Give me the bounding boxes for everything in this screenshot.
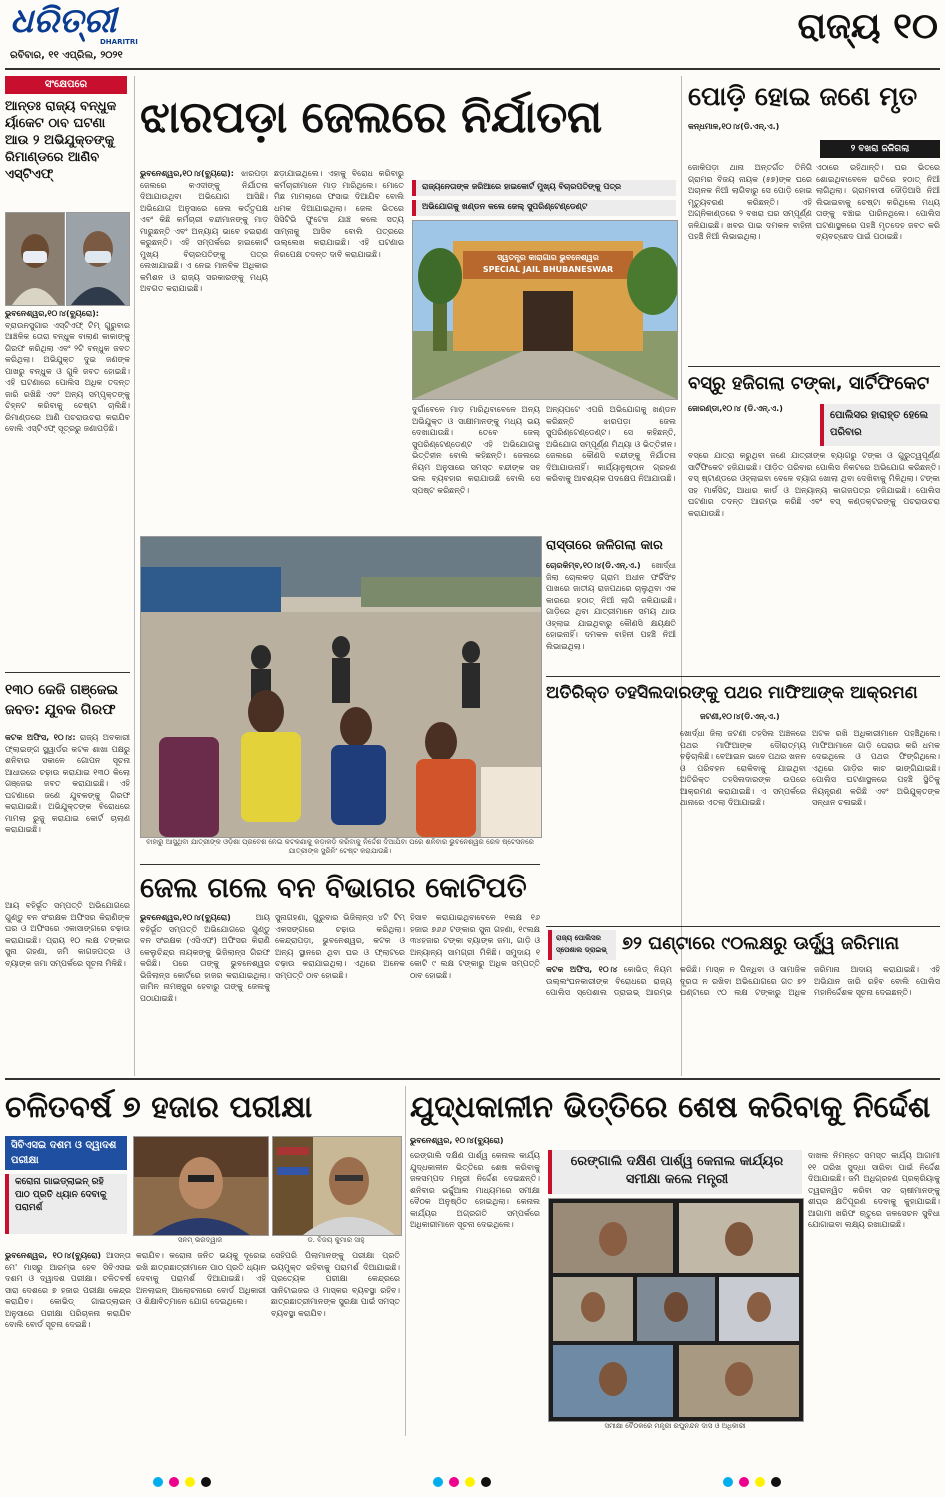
masthead — [0, 0, 945, 70]
main-sub-1: ରାଜ୍ୟନେତାଙ୍କ ଜରିଆରେ ହାଇକୋର୍ଟ ମୁଖ୍ୟ ବିଚାରପତିଙ୍କୁ ପତ୍ର — [412, 180, 676, 196]
bag-dateline: ଜୋରଣ୍ଡା,୧୦।୪ (ଡି.ଏନ୍.ଏ.) — [688, 404, 783, 413]
death-tag: ୨ ବଖରା ଜଳିଗଲା — [820, 140, 940, 158]
exam-caption-2: ଡ. ବିଜୟ କୁମାର ସାହୁ — [307, 1236, 365, 1244]
brief-third-body — [5, 900, 130, 1070]
exam-col-3 — [271, 1250, 400, 1430]
registration-marks-3 — [720, 1472, 784, 1491]
war-caption: ସମୀକ୍ଷା ବୈଠକରେ ମନ୍ତ୍ରୀ ରଘୁନନ୍ଦନ ଦାସ ଓ ଅଧିକାରୀ — [604, 1422, 746, 1430]
jail-sign-english: SPECIAL JAIL BHUBANESWAR — [482, 265, 614, 274]
forest-col-2-text: ସୁନାଗହଣା, ଗୁରୁବାର ଭିଜିଲାନ୍ସ ୪ଟି ଟିମ୍ ଏକସଙ୍ଗରେ ଚଢ଼ାଉ କରିଥିଲା। କେନ୍ଦ୍ରାପଡ଼ା, ଭୁବନେଶ୍ୱର, କଟକ ଓ ଅନ୍ୟ ସ୍ଥାନରେ ଥିବା ଘର ଓ ଫ୍ଲାଟରେ ଚଢ଼ାଉ କରାଯାଇଥିଲା। ଏଥିରେ ଅନେକ ସମ୍ପତ୍ତି ଠାବ ହୋଇଛି। — [275, 913, 405, 980]
mafia-col-2 — [812, 728, 940, 924]
col-rule-left — [134, 76, 135, 1076]
bag-tag: ପୋଲିସର ହାରାହ୍ତ ହେଲେ ପରିବାର — [820, 404, 940, 446]
registration-marks-2 — [430, 1472, 494, 1491]
mafia-top-rule — [546, 676, 940, 677]
main-col-1 — [140, 168, 268, 398]
war-photo — [548, 1198, 804, 1422]
car-text: ଖୋର୍ଦ୍ଧା ଜିଲା ଚୋଲକଡ଼ ଗ୍ରାମ ଅଧୀନ ଫର୍ଚ୍ଚିସିଂହ ପାଖରେ ଜାତୀୟ ରାଜପଥରେ ଚାଲୁଥିବା ଏକ କାରରେ ହଠାତ୍ ନିଆଁ ଲାଗି ଜଳିଯାଇଛି। ଗାଡ଼ିରେ ଥିବା ଯାତ୍ରୀମାନେ ସମୟ ଥାଉ ଓହ୍ଲାଇ ଯାଇଥିବାରୁ କୌଣସି କ୍ଷୟକ୍ଷତି ହୋଇନାହିଁ। ଦମକଳ ବାହିନୀ ପହଞ୍ଚି ନିଆଁ ଲିଭାଇଥିଲା। — [546, 561, 676, 651]
car-headline: ରାସ୍ତାରେ ଜଳିଗଲା କାର — [546, 538, 663, 553]
brief-photo-1 — [5, 212, 65, 306]
exam-col-3-text: ସେହିପରି ପିଲାମାନଙ୍କୁ ପରୀକ୍ଷା ପ୍ରତି ଭୟମୁକ୍ତ ରହିବାକୁ ପରାମର୍ଶ ଦିଆଯାଇଛି। ପ୍ରତ୍ୟେକ ପରୀକ୍ଷା କେନ୍ଦ୍ରରେ ସାନିଟାଇଜର ଓ ମାସ୍କର ବ୍ୟବସ୍ଥା ରହିବ। ଛାତ୍ରଛାତ୍ରୀମାନଙ୍କ ସୁରକ୍ଷା ପାଇଁ ସମସ୍ତ ବ୍ୟବସ୍ଥା କରାଯିବ। — [271, 1251, 400, 1318]
bag-text: ବସ୍‌ରେ ଯାତ୍ରା କରୁଥିବା ଜଣେ ଯାତ୍ରୀଙ୍କ ବ୍ୟାଗରୁ ଟଙ୍କା ଓ ଗୁରୁତ୍ୱପୂର୍ଣ୍ଣ ସାର୍ଟିଫିକେଟ ହଜିଯାଇଛି। ପୀଡ଼ିତ ପରିବାର ପୋଲିସ ନିକଟରେ ଅଭିଯୋଗ କରିଛନ୍ତି। ବସ୍ ଷ୍ଟାଣ୍ଡରେ ଓହ୍ଲାଇବା ବେଳେ ବ୍ୟାଗ ଖୋଲା ଥିବା ଦେଖିବାକୁ ମିଳିଥିଲା। ଟଙ୍କା ସହ ମାର୍କସିଟ୍, ଆଧାର କାର୍ଡ ଓ ଅନ୍ୟାନ୍ୟ କାଗଜପତ୍ର ହଜିଯାଇଛି। ପୋଲିସ ଘଟଣାର ତଦନ୍ତ ଆରମ୍ଭ କରିଛି ଏବଂ ବସ୍ କଣ୍ଡକ୍ଟରଙ୍କୁ ପଚରାଉଚରା କରାଯାଉଛି। — [688, 451, 940, 518]
exam-dateline: ଭୁବନେଶ୍ୱର, ୧୦।୪(ବ୍ୟୁରୋ) — [5, 1251, 102, 1260]
fine-dateline: କଟକ ଅଫିସ, ୧୦।୪ — [546, 965, 618, 974]
brief-second-body — [5, 732, 130, 892]
mafia-headline: ଅତିରିକ୍ତ ତହସିଲଦାରଙ୍କୁ ପଥର ମାଫିଆଙ୍କ ଆକ୍ରମଣ — [546, 683, 918, 703]
jail-photo — [412, 220, 678, 400]
brief-second-text: ରାଜ୍ୟ ଅବକାରୀ ଫ୍ଲାଇଙ୍ଗ ସ୍କ୍ୱାର୍ଡର କଟକ ଶାଖା ପକ୍ଷରୁ ଶନିବାର ସକାଳେ ଗୋପନ ସୂଚନା ଆଧାରରେ ଚଢ଼ାଉ କରାଯାଇ ୧୩୦ କିଲୋ ଗଞ୍ଜେଇ ଜବତ କରାଯାଇଛି। ଏହି ଘଟଣାରେ ଜଣେ ଯୁବକଙ୍କୁ ଗିରଫ କରାଯାଇଛି। ଅଭିଯୁକ୍ତଙ୍କ ବିରୋଧରେ ମାମଲା ରୁଜୁ କରାଯାଇ କୋର୍ଟ ଚାଲାଣ କରାଯାଇଛି। — [5, 733, 130, 834]
bottom-section-rule — [5, 1078, 940, 1080]
brief-second-headline: ୧୩୦ କେଜି ଗଞ୍ଜେଇ ଜବତ: ଯୁବକ ଗିରଫ — [5, 682, 119, 718]
brief-body — [5, 308, 130, 668]
main-col-4 — [546, 404, 676, 528]
bag-headline: ବସ୍‌ରୁ ହଜିଗଲା ଟଙ୍କା, ସାର୍ଟିଫିକେଟ — [688, 373, 930, 394]
registration-marks-1 — [150, 1472, 214, 1491]
car-dateline: ଚୋରକିମ୍ବ,୧୦।୪(ଡି.ଏନ୍.ଏ.) — [546, 561, 641, 570]
forest-col-3-text: ହିସାବ କରାଯାଇଥିବାବେଳେ ୧ଲକ୍ଷ ୧୬ ହଜାର ୭୬୬ ଟଙ୍କାର ସୁନା ଗହଣା, ୧୯ଲକ୍ଷ ୩୪ହଜାର ଟଙ୍କା ବ୍ୟାଙ୍କ ଜମା, ଗାଡ଼ି ଓ ଅନ୍ୟାନ୍ୟ ସାମଗ୍ରୀ ମିଳିଛି। ସମୁଦାୟ ୧ କୋଟି ୯ ଲକ୍ଷ ଟଙ୍କାରୁ ଅଧିକ ସମ୍ପତ୍ତି ଠାବ ହୋଇଛି। — [410, 913, 540, 980]
mafia-col-1-text: ଖୋର୍ଦ୍ଧା ଜିଲା ଜଟଣୀ ତହସିଲ ଅଞ୍ଚଳରେ ପଥର ମାଫିଆଙ୍କ ଦୌରାତ୍ମ୍ୟ ବଢ଼ିଚାଲିଛି। ବେଆଇନ ଭାବେ ପଥର ଖନନ ଓ ପରିବହନ ରୋକିବାକୁ ଯାଇଥିବା ଅତିରିକ୍ତ ତହସିଲଦାରଙ୍କ ଉପରେ ଆକ୍ରମଣ କରାଯାଇଛି। ଏ ସମ୍ପର୍କରେ ଥାନାରେ ଏତଲା ଦିଆଯାଇଛି। — [680, 729, 806, 807]
death-headline: ପୋଡ଼ି ହୋଇ ଜଣେ ମୃତ — [688, 82, 918, 112]
main-dateline: ଭୁବନେଶ୍ୱର,୧୦।୪(ବ୍ୟୁରୋ): — [140, 169, 234, 178]
forest-dateline: ଭୁବନେଶ୍ୱର,୧୦।୪(ବ୍ୟୁରୋ) — [140, 913, 231, 922]
main-col-1-text: ଝାରପଡ଼ା ଜେଲରେ କଏଦୀଙ୍କୁ ନିର୍ଯାତନା ଦିଆଯାଉଥିବା ଅଭିଯୋଗ ଆସିଛି। ଅଭିଯୋଗ ଅନୁସାରେ ଜେଲ କର୍ତ୍ତୃପକ୍ଷ ଏବଂ କିଛି କର୍ମଚାରୀ ବନ୍ଦୀମାନଙ୍କୁ ମାଡ଼ ମାରୁଛନ୍ତି ଏବଂ ଅନ୍ୟାୟ ଭାବେ ହଇରାଣ କରୁଛନ୍ତି। ଏହି ସମ୍ପର୍କରେ ହାଇକୋର୍ଟ ମୁଖ୍ୟ ବିଚାରପତିଙ୍କୁ ପତ୍ର ଲେଖାଯାଇଛି। ଏ ନେଇ ମାନବିକ ଅଧିକାର କମିଶନ ଓ ରାଜ୍ୟ ସରକାରଙ୍କୁ ମଧ୍ୟ ଅବଗତ କରାଯାଇଛି। — [140, 169, 268, 293]
brief-photo-2 — [66, 212, 130, 306]
mafia-dateline: ଜଟଣୀ,୧୦।୪(ଡି.ଏନ୍.ଏ.) — [700, 712, 780, 721]
main-sub-2: ଅଭିଯୋଗକୁ ଖଣ୍ଡନ କଲେ ଜେଲ୍ ସୁପରିଣ୍ଟେଣ୍ଡେଣ୍ଟ — [412, 200, 676, 216]
death-col-2-text: ଏଠାରେ ରହିଥାନ୍ତି। ଘର ଭିତରେ ଶୋଇଥିବାବେଳେ ରାତିରେ ହଠାତ୍ ନିଆଁ ଲାଗିଥିଲା। ଗ୍ରାମବାସୀ ଦୌଡ଼ିଆସି ନିଆଁ ଲିଭାଇବାକୁ ଚେଷ୍ଟା କରିଥିଲେ ମଧ୍ୟ ତାଙ୍କୁ ବଞ୍ଚାଇ ପାରିନଥିଲେ। ପୋଲିସ ଘଟଣାସ୍ଥଳରେ ପହଞ୍ଚି ମୃତଦେହ ଜବତ କରି ବ୍ୟବଚ୍ଛେଦ ପାଇଁ ପଠାଇଛି। — [816, 163, 940, 241]
main-col-2 — [274, 168, 404, 398]
mafia-col-1 — [680, 728, 806, 924]
exam-sub: କରୋନା ଗାଇଡ୍‌ଲାଇନ୍ ରହି ପାଠ ପ୍ରତି ଧ୍ୟାନ ଦେବାକୁ ପରାମର୍ଶ — [5, 1174, 127, 1234]
fine-text: କୋଭିଡ୍ ନିୟମ ଉଲ୍ଲଂଘନକାରୀଙ୍କ ବିରୋଧରେ ରାଜ୍ୟ ପୋଲିସ ସ୍ପେଶାଲ ଡ୍ରାଇଭ୍ ଆରମ୍ଭ କରିଛି। ମାସ୍କ ନ ପିନ୍ଧିବା ଓ ସାମାଜିକ ଦୂରତା ନ ରଖିବା ଅଭିଯୋଗରେ ଗତ ୭୨ ଘଣ୍ଟାରେ ୯୦ ଲକ୍ଷ ଟଙ୍କାରୁ ଅଧିକ ଜରିମାନା ଆଦାୟ କରାଯାଇଛି। ଏହି ଅଭିଯାନ ଜାରି ରହିବ ବୋଲି ପୋଲିସ ମହାନିର୍ଦ୍ଦେଶକ ସୂଚନା ଦେଇଛନ୍ତି। — [546, 965, 940, 997]
forest-col-1-text: ଆୟ ବହିର୍ଭୂତ ସମ୍ପତ୍ତି ଅଭିଯୋଗରେ ଗୁଣ୍ଡୁ ବନ ସଂରକ୍ଷକ (ଏସିଏଫ) ଅଫିସର କିରାଣି କେଲୁଚିନ୍ଦ୍ର ନାୟକଙ୍କୁ ଭିଜିଲାନ୍ସ ଗିରଫ କରିଛି। ପରେ ତାଙ୍କୁ ଭୁବନେଶ୍ୱର ଭିଜିଲାନ୍ସ କୋର୍ଟରେ ହାଜର କରାଯାଇଥିଲା। ଜାମିନ ନାମଞ୍ଜୁର ହେବାରୁ ତାଙ୍କୁ ଜେଲକୁ ପଠାଯାଇଛି। — [140, 913, 270, 1003]
brief-second-dateline: କଟକ ଅଫିସ, ୧୦।୪: — [5, 733, 76, 742]
forest-headline: ଜେଲ ଗଲେ ବନ ବିଭାଗର କୋଟିପତି — [140, 871, 527, 904]
masthead-rule — [5, 68, 940, 70]
station-caption: ବାହାରୁ ଆସୁଥିବା ଯାତ୍ରୀଙ୍କ ଓଡ଼ିଶା ପ୍ରବେଶ ନେଇ କଟକଣାକୁ କଡ଼ାକଡ଼ି କରିବାକୁ ନିର୍ଦ୍ଦେଶ ଦିଆଯିବା ପରେ ଶନିବାର ଭୁବନେଶ୍ୱର ରେଳ ଷ୍ଟେସନରେ ଯାତ୍ରୀଙ୍କ ସ୍କ୍ରିନିଂ ଟେଷ୍ଟ କରାଯାଉଛି। — [146, 838, 534, 855]
fine-headline: ୭୨ ଘଣ୍ଟାରେ ୯୦ଲକ୍ଷରୁ ଊର୍ଦ୍ଧ୍ୱ ଜରିମାନା — [622, 933, 900, 954]
exam-tag: ସିବିଏସଇ ଦଶମ ଓ ଦ୍ୱାଦଶ ପରୀକ୍ଷା — [5, 1136, 127, 1170]
exam-photo-1 — [133, 1136, 269, 1236]
jail-sign-odia: ସ୍ୱତନ୍ତ୍ର କାରାଗାର ଭୁବନେଶ୍ୱର — [497, 253, 599, 262]
war-dateline: ଭୁବନେଶ୍ୱର, ୧୦।୪(ବ୍ୟୁରୋ) — [410, 1136, 504, 1145]
bag-body — [688, 420, 940, 636]
col-rule-bottom — [405, 1086, 406, 1436]
exam-caption-1: ସନମ୍ ଭରଦ୍ୱାଜ — [177, 1236, 223, 1244]
exam-col-2-text: କରାଯିବ। କରୋନା ଜନିତ ଭୟକୁ ଦୂରେଇ ରଖି ଛାତ୍ରଛାତ୍ରୀମାନେ ପାଠ ପ୍ରତି ଧ୍ୟାନ ଦେବାକୁ ପରାମର୍ଶ ଦିଆଯାଇଛି। ଏହି ଅନଲାଇନ୍ ଆଲୋଚନାରେ ବୋର୍ଡ ଅଧିକାରୀ ଓ ଶିକ୍ଷାବିତ୍‌ମାନେ ଯୋଗ ଦେଇଥିଲେ। — [136, 1251, 266, 1306]
exam-headline: ଚଳିତବର୍ଷ ୭ ହଜାର ପରୀକ୍ଷା — [5, 1090, 313, 1125]
brief-third-text: ଆୟ ବହିର୍ଭୂତ ସମ୍ପତ୍ତି ଅଭିଯୋଗରେ ଗୁଣ୍ଡୁ ବନ ସଂରକ୍ଷକ ଅଫିସର କିରାଣିଙ୍କ ଘର ଓ ଅଫିସରେ ଏକାସାଙ୍ଗରେ ଚଢ଼ାଉ କରାଯାଇଛି। ପ୍ରାୟ ୧୦ ଲକ୍ଷ ଟଙ୍କାର ସୁନା ଗହଣା, ଜମି କାଗଜପତ୍ର ଓ ବ୍ୟାଙ୍କ ଜମା ସମ୍ପର୍କରେ ସୂଚନା ମିଳିଛି। — [5, 901, 130, 968]
brief-divider — [5, 672, 130, 673]
station-photo — [140, 536, 542, 838]
forest-top-rule — [140, 864, 540, 865]
exam-col-2 — [136, 1250, 266, 1430]
war-headline: ଯୁଦ୍ଧକାଳୀନ ଭିତ୍ତିରେ ଶେଷ କରିବାକୁ ନିର୍ଦ୍ଦେଶ — [410, 1090, 931, 1125]
masthead-logo: ଧରିତ୍ରୀ — [10, 4, 117, 41]
brief-text: ବ୍ରାଉନସୁଗାର ଏସ୍‌ଟିଏଫ୍ ଟିମ୍ ଗୁରୁବାର ଆଞ୍ଚଳିକ ତୋରା ବନ୍ଧୁକ ବାଲାଣ କାକାଙ୍କୁ ଗିରଫ କରିଥିଲା ଏବଂ ୨ଟି ବନ୍ଧୁକ ଜବତ କରିଥିଲା। ଅଭିଯୁକ୍ତ ଦୁଇ ଜଣଙ୍କ ପାଖରୁ ବନ୍ଧୁକ ଓ ଗୁଳି ଜବତ ହୋଇଛି। ଏହି ଘଟଣାରେ ପୋଲିସ ଅଧିକ ତଦନ୍ତ ଜାରି ରଖିଛି ଏବଂ ଅନ୍ୟ ସମ୍ପୃକ୍ତଙ୍କୁ ଚିହ୍ନଟ କରିବାକୁ ଚେଷ୍ଟା ଚାଲିଛି। ରିମାଣ୍ଡରେ ଆଣି ପଚରାଉଚରା କରାଯିବ ବୋଲି ଏସ୍‌ଟିଏଫ୍ ସୂତ୍ରରୁ ଜଣାପଡ଼ିଛି। — [5, 320, 130, 433]
main-col-3 — [412, 404, 540, 528]
fine-body — [546, 964, 940, 1074]
war-tag: ରେଙ୍ଗାଲି ଦକ୍ଷିଣ ପାର୍ଶ୍ୱ କେନାଲ କାର୍ଯ୍ୟର ସମୀକ୍ଷା କଲେ ମନ୍ତ୍ରୀ — [548, 1150, 802, 1194]
main-col-2-text: ଛଡ଼ାଯାଇଥିଲେ। ଏହାକୁ ବିରୋଧ କରିବାରୁ କର୍ମଚାରୀମାନେ ମାଡ଼ ମାରିଥିଲେ। ମୋତେ ମିଛ ମାମଲାରେ ଫସାଇ ଦିଆଯିବ ବୋଲି ଧମକ ଦିଆଯାଇଥିଲା। ଜେଲ ଭିତରେ ସିସିଟିଭି ଫୁଟେଜ ଯାଞ୍ଚ କଲେ ସତ୍ୟ ସାମ୍ନାକୁ ଆସିବ ବୋଲି ପତ୍ରରେ ଉଲ୍ଲେଖ କରାଯାଇଛି। ଏହି ଘଟଣାର ନିରପେକ୍ଷ ତଦନ୍ତ ଦାବି କରାଯାଇଛି। — [274, 169, 404, 259]
brief-tag: ସଂକ୍ଷେପରେ — [5, 76, 127, 94]
masthead-date: ରବିବାର, ୧୧ ଏପ୍ରିଲ, ୨୦୨୧ — [10, 50, 123, 61]
mafia-col-2-text: ଅଟକ ରଖି ଅଧିକାରୀମାନେ ପହଞ୍ଚିଥିଲେ। ମାଫିଆମାନେ ଗାଡ଼ି ଘେରାଉ କରି ଧମକ ଦେଇଥିଲେ ଓ ପଥର ଫିଙ୍ଗିଥିଲେ। ଏଥିରେ ଗାଡ଼ିର କାଚ ଭାଙ୍ଗିଯାଇଛି। ପୋଲିସ ଘଟଣାସ୍ଥଳରେ ପହଞ୍ଚି ସ୍ଥିତିକୁ ନିୟନ୍ତ୍ରଣ କରିଛି ଏବଂ ଅଭିଯୁକ୍ତଙ୍କ ସନ୍ଧାନ ଚଳାଇଛି। — [812, 729, 940, 807]
war-col-2-text: ଦାଖଲ ନିମନ୍ତେ ସମସ୍ତ କାର୍ଯ୍ୟ ଆଗାମୀ ୧୧ ତାରିଖ ସୁଦ୍ଧା ସାରିବା ପାଇଁ ନିର୍ଦ୍ଦେଶ ଦିଆଯାଇଛି। ଜମି ଅଧିଗ୍ରହଣ ପ୍ରକ୍ରିୟାକୁ ତ୍ୱରାନ୍ୱିତ କରିବା ସହ ଚାଷୀମାନଙ୍କୁ ଶୀଘ୍ର କ୍ଷତିପୂରଣ ଦେବାକୁ କୁହାଯାଇଛି। ଆଗାମୀ ଖରିଫ ଋତୁରେ ଜଳସେଚନ ସୁବିଧା ଯୋଗାଇବା ଲକ୍ଷ୍ୟ ରଖାଯାଇଛି। — [808, 1151, 940, 1229]
war-col-2 — [808, 1150, 940, 1430]
war-col-1 — [410, 1150, 540, 1430]
forest-col-3 — [410, 912, 540, 1032]
forest-col-1 — [140, 912, 270, 1032]
exam-col-1-text: ଆସନ୍ତା ମେ' ମାସରୁ ଆରମ୍ଭ ହେବ ସିବିଏସଇ ଦଶମ ଓ ଦ୍ୱାଦଶ ପରୀକ୍ଷା। ଚଳିତବର୍ଷ ସାରା ଦେଶରେ ୭ ହଜାର ପରୀକ୍ଷା କେନ୍ଦ୍ର କରାଯିବ। କୋଭିଡ୍ ଗାଇଡ୍‌ଲାଇନ୍ ଅନୁସାରେ ପରୀକ୍ଷା ପରିଚାଳନା କରାଯିବ ବୋଲି ବୋର୍ଡ ସୂଚନା ଦେଇଛି। — [5, 1251, 131, 1329]
death-dateline: କନ୍ଧମାଳ,୧୦।୪(ଡି.ଏନ୍.ଏ.) — [688, 122, 780, 131]
brief-headline: ଆନ୍ତଃ ରାଜ୍ୟ ବନ୍ଧୁକ ର୍ୟାକେଟ ଠାବ ଘଟଣା ଆଉ ୨ ଅଭିଯୁକ୍ତଙ୍କୁ ରିମାଣ୍ଡରେ ଆଣିବ ଏସ୍‌ଟିଏଫ୍ — [5, 99, 117, 182]
war-col-1-text: ରେଙ୍ଗାଲି ଦକ୍ଷିଣ ପାର୍ଶ୍ୱ କେନାଲ କାର୍ଯ୍ୟ ଯୁଦ୍ଧକାଳୀନ ଭିତ୍ତିରେ ଶେଷ କରିବାକୁ ଜଳସମ୍ପଦ ମନ୍ତ୍ରୀ ନିର୍ଦ୍ଦେଶ ଦେଇଛନ୍ତି। ଶନିବାର ଭର୍ଚ୍ଚୁଆଲ ମାଧ୍ୟମରେ ସମୀକ୍ଷା ବୈଠକ ଅନୁଷ୍ଠିତ ହୋଇଥିଲା। କେନାଲ କାର୍ଯ୍ୟର ଅଗ୍ରଗତି ସମ୍ପର୍କରେ ଅଧିକାରୀମାନେ ସୂଚନା ଦେଇଥିଲେ। — [410, 1151, 540, 1229]
main-col-3-text: ଦୁର୍ଗାବେଳେ ମାଡ଼ ମାରିଥିବାବେଳେ ଅନ୍ୟ ଅଭିଯୁକ୍ତ ଓ ସାକ୍ଷୀମାନଙ୍କୁ ମଧ୍ୟ ଭୟ ଦେଖାଯାଉଛି। ତେବେ ଜେଲ୍ ସୁପରିଣ୍ଟେଣ୍ଡେଣ୍ଟ ଏହି ଅଭିଯୋଗକୁ ଭିତ୍ତିହୀନ ବୋଲି କହିଛନ୍ତି। ଜେଲରେ ନିୟମ ଅନୁସାରେ ସମସ୍ତ ବନ୍ଦୀଙ୍କ ସହ ଭଲ ବ୍ୟବହାର କରାଯାଉଛି ବୋଲି ସେ ସ୍ପଷ୍ଟ କରିଛନ୍ତି। — [412, 405, 540, 495]
death-col-2 — [816, 162, 940, 362]
forest-col-2 — [275, 912, 405, 1032]
section-title: ରାଜ୍ୟ ୧୦ — [797, 8, 938, 47]
main-col-4-text: ଅନ୍ୟପଟେ ଏପରି ଅଭିଯୋଗକୁ ଖଣ୍ଡନ କରିଛନ୍ତି ଝାରପଡ଼ା ଜେଲ ସୁପରିଣ୍ଟେଣ୍ଡେଣ୍ଟ। ସେ କହିଛନ୍ତି, ଅଭିଯୋଗ ସମ୍ପୂର୍ଣ୍ଣ ମିଥ୍ୟା ଓ ଭିତ୍ତିହୀନ। ଜେଲରେ କୌଣସି ବନ୍ଦୀଙ୍କୁ ନିର୍ଯାତନା ଦିଆଯାଉନାହିଁ। କାର୍ଯ୍ୟାନୁଷ୍ଠାନ ଗ୍ରହଣ କରିବାକୁ ଆବଶ୍ୟକ ପଦକ୍ଷେପ ନିଆଯାଉଛି। — [546, 405, 676, 483]
masthead-logo-sub: DHARITRI — [100, 38, 138, 46]
death-col-1 — [688, 162, 812, 362]
bag-top-rule — [688, 366, 940, 367]
fine-tag: ରାଜ୍ୟ ପୋଲିସର ସ୍ପେଶାଲ ଡ୍ରାଇଭ୍ — [548, 930, 616, 960]
exam-photo-2 — [272, 1136, 402, 1236]
death-col-1-text: ଜୋକିପଡ଼ା ଥାନା ଅନ୍ତର୍ଗତ ତିନିଗି ଗ୍ରାମର ବିଜୟ ନାୟକ (୫୭)ଙ୍କ ଘରେ ଅଚାନକ ନିଆଁ ଲାଗିବାରୁ ସେ ପୋଡ଼ି ହୋଇ ମୃତ୍ୟୁବରଣ କରିଛନ୍ତି। ଏହି ଅଗ୍ନିକାଣ୍ଡରେ ୨ ବଖରା ଘର ସମ୍ପୂର୍ଣ୍ଣ ଜଳିଯାଇଛି। ଖବର ପାଇ ଦମକଳ ବାହିନୀ ପହଞ୍ଚି ନିଆଁ ଲିଭାଇଥିଲା। — [688, 163, 812, 241]
main-headline: ଝାରପଡ଼ା ଜେଲରେ ନିର୍ଯାତନା — [140, 92, 602, 143]
exam-col-1 — [5, 1250, 131, 1430]
fine-top-rule — [546, 926, 940, 927]
brief-dateline: ଭୁବନେଶ୍ୱର,୧୦।୪(ବ୍ୟୁରୋ): — [5, 309, 99, 318]
